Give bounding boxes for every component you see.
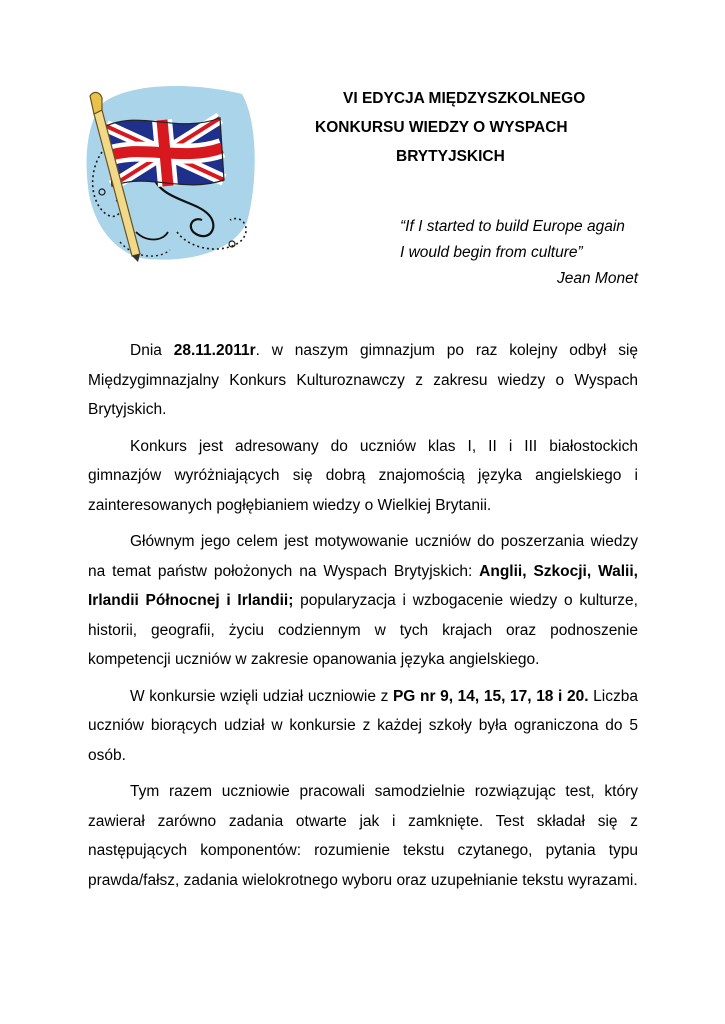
epigraph-quote — [380, 214, 638, 292]
union-jack-flag-with-pen-icon — [82, 82, 260, 262]
title-line-3: BRYTYJSKICH — [396, 148, 505, 165]
paragraph-2 — [88, 432, 638, 521]
paragraph-1-text-c: . w naszym gimnazjum po raz kolejny odbył się Międzygimnazjalny Konkurs Kulturoznawczy z zakresu wiedzy o Wyspach Brytyjskich. — [88, 342, 639, 418]
quote-line-1: “If I started to build Europe again — [400, 218, 625, 235]
paragraph-3-countries: Anglii, Szkocji, Walii, Irlandii Północnej i Irlandii; — [88, 562, 638, 609]
document-body — [88, 336, 638, 902]
paragraph-5 — [88, 777, 638, 895]
document-title — [310, 84, 650, 171]
paragraph-1-text-a: Dnia — [130, 342, 174, 359]
paragraph-1-date: 28.11.2011r — [173, 342, 256, 359]
paragraph-3-text-c: popularyzacja i wzbogacenie wiedzy o kulturze, historii, geografii, życiu codziennym w tych krajach oraz podnoszenie kompetencji uczniów w zakresie opanowania języka angielskiego. — [88, 592, 638, 668]
quote-line-2: I would begin from culture” — [400, 244, 583, 261]
title-line-1: VI EDYCJA MIĘDZYSZKOLNEGO — [343, 90, 586, 107]
paragraph-4-text-c: Liczba uczniów biorących udział w konkursie z każdej szkoły była ograniczona do 5 osób. — [88, 687, 638, 764]
paragraph-4-text-a: W konkursie wzięli udział uczniowie z — [130, 687, 393, 705]
paragraph-1 — [88, 336, 638, 425]
paragraph-4-schools: PG nr 9, 14, 15, 17, 18 i 20. — [392, 687, 589, 705]
quote-author: Jean Monet — [557, 270, 638, 287]
paragraph-2-text: Konkurs jest adresowany do uczniów klas I, II i III białostockich gimnazjów wyróżniających się dobrą znajomością języka angielskiego i zainteresowanych pogłębianiem wiedzy o Wielkiej Brytanii. — [88, 437, 638, 514]
paragraph-3-text-a: Głównym jego celem jest motywowanie uczniów do poszerzania wiedzy na temat państw położonych na Wyspach Brytyjskich: — [88, 533, 638, 580]
paragraph-5-text: Tym razem uczniowie pracowali samodzielnie rozwiązując test, który zawierał zarówno zadania otwarte jak i zamknięte. Test składał się z następujących komponentów: rozumienie tekstu czytanego, pytania typu prawda/fałsz, zadania wielokrotnego wyboru oraz uzupełnianie tekstu wyrazami. — [88, 783, 638, 889]
paragraph-4 — [88, 682, 638, 771]
title-line-2: KONKURSU WIEDZY O WYSPACH — [315, 119, 568, 136]
paragraph-3 — [88, 527, 638, 675]
